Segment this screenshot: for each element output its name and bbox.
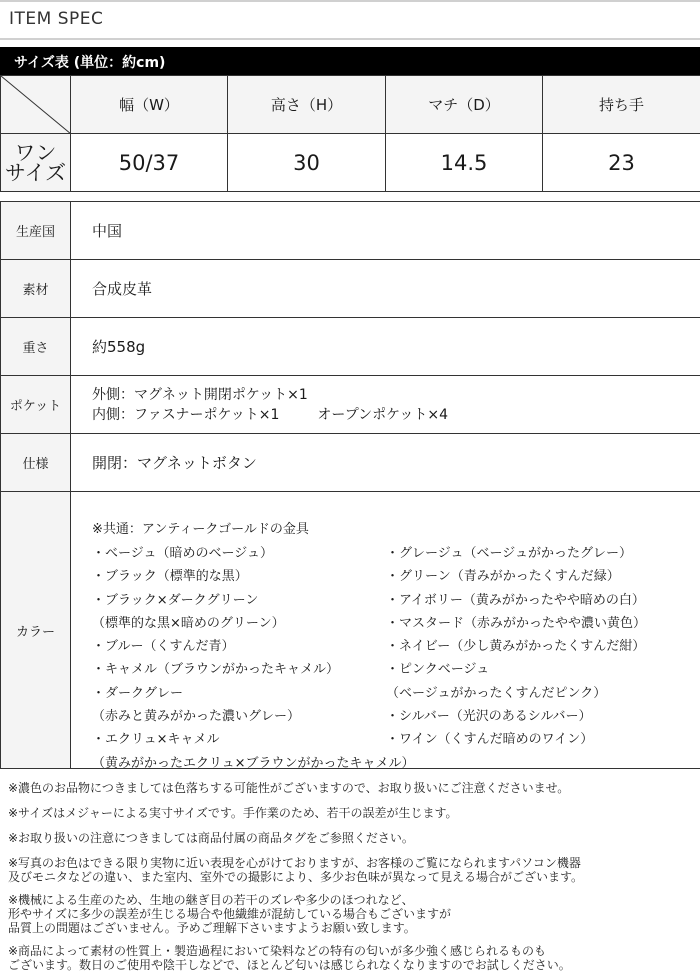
spec-row-material [1,260,700,318]
row-label-line1: ワン [14,140,57,165]
color-item: （赤みと黄みがかった濃いグレー） [92,709,301,725]
note-item: ※お取り扱いの注意につきましては商品付属の商品タグをご参照ください。 [8,831,414,845]
spec-value: 開閉：マグネットボタン [71,434,700,492]
note-item: ございます。数日のご使用や陰干しなどで、ほとんど匂いは感じられなくなりますのでお試しください。 [8,958,571,972]
note-item: ※濃色のお品物につきましては色落ちする可能性がございますので、お取り扱いにご注意くださいませ。 [8,781,570,795]
row-label-line2: サイズ [4,160,67,185]
color-item: （標準的な黒×暗めのグリーン） [92,615,285,631]
spec-table [0,201,700,769]
note-item: 形やサイズに多少の誤差が生じる場合や他繊維が混紡している場合もございますが [8,907,452,921]
spec-row-spec [1,434,700,492]
row-label-one-size [1,134,71,192]
color-label: カラー [1,492,71,769]
pocket-outer: 外側：マグネット開閉ポケット×1 [92,386,308,403]
color-item: ・ダークグレー [92,685,184,701]
spec-label: 仕様 [1,434,71,492]
column-handle: 持ち手 [543,76,700,134]
origin-value: 中国 [71,202,700,260]
color-value [71,492,700,769]
color-item: ・エクリュ×キャメル [92,732,220,748]
color-common-note: ※共通：アンティークゴールドの金具 [92,522,309,537]
color-item: ・ブラック×ダークグリーン [92,592,259,608]
size-table-caption: サイズ表 (単位：約cm) [0,47,700,75]
color-item: ・ネイビー（少し黄みがかったくすんだ紺） [386,639,646,655]
value-height: 30 [228,134,386,192]
color-item: （黄みがかったエクリュ×ブラウンがかったキャメル） [92,755,415,771]
color-item: ・ベージュ（暗めのベージュ） [92,546,273,561]
spec-row-origin [1,202,700,260]
spec-row-pocket [1,376,700,434]
color-item: ・キャメル（ブラウンがかったキャメル） [92,662,340,678]
spec-row-weight [1,318,700,376]
color-list [92,500,700,771]
value-width: 50/37 [71,134,228,192]
size-table [0,75,700,192]
item-spec-title: ITEM SPEC [9,9,104,29]
column-width: 幅（W） [71,76,228,134]
note-item: 品質上の問題はございません。予めご理解下さいますようお願い致します。 [8,921,416,935]
value-handle: 23 [543,134,700,192]
color-item: ・アイボリー（黄みがかったやや暗めの白） [386,592,645,608]
material-label: 素材 [1,260,71,318]
weight-label: 重さ [1,318,71,376]
color-item: ・マスタード（赤みがかったやや濃い黄色） [386,615,647,631]
color-item: ・グリーン（青みがかったくすんだ緑） [386,569,620,585]
color-item: ・ワイン（くすんだ暗めのワイン） [386,732,594,748]
spec-row-color [1,492,700,769]
material-value: 合成皮革 [71,260,700,318]
pocket-inner-line [92,405,700,425]
size-table-corner [1,76,71,134]
column-depth: マチ（D） [386,76,543,134]
pocket-label: ポケット [1,376,71,434]
column-height: 高さ（H） [228,76,386,134]
color-item: ・グレージュ（ベージュがかったグレー） [386,546,632,561]
pocket-inner-zip: 内側：ファスナーポケット×1 [92,406,280,423]
color-column-right [386,542,646,752]
color-column-left [92,542,415,775]
color-item: ・ピンクベージュ [386,662,490,678]
color-item: ・シルバー（光沢のあるシルバー） [386,709,592,725]
color-item: ・ブラック（標準的な黒） [92,569,248,585]
note-item: ※商品によって素材の性質上・製造過程において染料などの特有の匂いが多少強く感じられるものも [8,944,547,958]
weight-value: 約558g [71,318,700,376]
note-item: ※写真のお色はできる限り実物に近い表現を心がけておりますが、お客様のご覧になられますパソコン機器 [8,856,581,870]
note-item: 及びモニタなどの違い、また室内、室外での撮影により、多少お色味が異なって見える場合がございます。 [8,870,584,884]
pocket-value [71,376,700,434]
color-item: （ベージュがかったくすんだピンク） [386,685,607,701]
color-item: ・ブルー（くすんだ青） [92,639,235,655]
origin-label: 生産国 [1,202,71,260]
note-item: ※サイズはメジャーによる実寸サイズです。手作業のため、若干の誤差が生じます。 [8,806,458,820]
value-depth: 14.5 [386,134,543,192]
size-table-header-row [1,76,700,134]
pocket-inner-open: オープンポケット×4 [317,406,449,423]
item-spec-header [0,0,700,40]
size-table-row [1,134,700,192]
diagonal-divider-icon [1,76,71,134]
note-item: ※機械による生産のため、生地の継ぎ目の若干のズレや多少のほつれなど、 [8,893,414,907]
